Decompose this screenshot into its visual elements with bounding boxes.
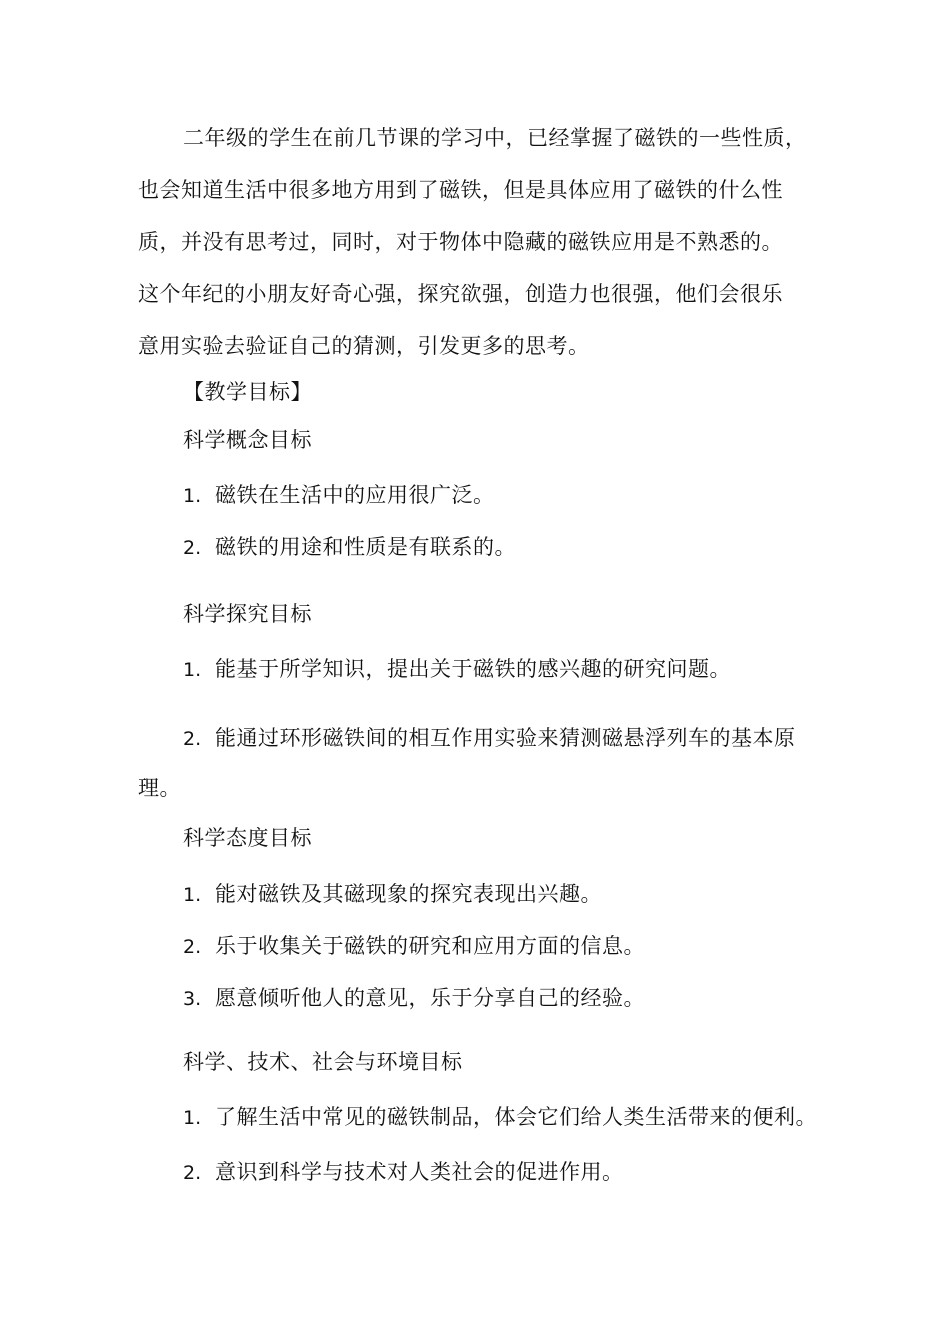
stse-heading: 科学、技术、社会与环境目标 bbox=[183, 1050, 463, 1074]
list-item: 能对磁铁及其磁现象的探究表现出兴趣。 bbox=[215, 882, 602, 906]
paragraph-line-5: 意用实验去验证自己的猜测，引发更多的思考。 bbox=[138, 334, 590, 358]
attitude-heading: 科学态度目标 bbox=[183, 826, 312, 850]
list-item-number: 2. bbox=[183, 1162, 202, 1184]
list-item-number: 1. bbox=[183, 884, 202, 906]
list-item-number: 2. bbox=[183, 537, 202, 559]
list-item-number: 3. bbox=[183, 988, 202, 1010]
list-item: 能通过环形磁铁间的相互作用实验来猜测磁悬浮列车的基本原 bbox=[215, 726, 796, 750]
paragraph-line-3: 质，并没有思考过，同时，对于物体中隐藏的磁铁应用是不熟悉的。 bbox=[138, 230, 783, 254]
list-item-number: 1. bbox=[183, 485, 202, 507]
list-item: 愿意倾听他人的意见，乐于分享自己的经验。 bbox=[215, 986, 645, 1010]
list-item-number: 1. bbox=[183, 659, 202, 681]
list-item: 乐于收集关于磁铁的研究和应用方面的信息。 bbox=[215, 934, 645, 958]
list-item: 能基于所学知识，提出关于磁铁的感兴趣的研究问题。 bbox=[215, 657, 731, 681]
section-heading: 【教学目标】 bbox=[183, 380, 312, 404]
paragraph-line-4: 这个年纪的小朋友好奇心强，探究欲强，创造力也很强，他们会很乐 bbox=[138, 282, 783, 306]
inquiry-heading: 科学探究目标 bbox=[183, 602, 312, 626]
list-item-number: 2. bbox=[183, 728, 202, 750]
list-item-number: 1. bbox=[183, 1107, 202, 1129]
list-item: 意识到科学与技术对人类社会的促进作用。 bbox=[215, 1160, 624, 1184]
list-item: 磁铁在生活中的应用很广泛。 bbox=[215, 483, 495, 507]
list-item: 了解生活中常见的磁铁制品，体会它们给人类生活带来的便利。 bbox=[215, 1105, 817, 1129]
paragraph-line-2: 也会知道生活中很多地方用到了磁铁，但是具体应用了磁铁的什么性 bbox=[138, 178, 783, 202]
list-item-number: 2. bbox=[183, 936, 202, 958]
list-item: 磁铁的用途和性质是有联系的。 bbox=[215, 535, 516, 559]
paragraph-line-1: 二年级的学生在前几节课的学习中，已经掌握了磁铁的一些性质， bbox=[183, 126, 807, 150]
list-item-continuation: 理。 bbox=[138, 776, 181, 800]
concept-heading: 科学概念目标 bbox=[183, 428, 312, 452]
